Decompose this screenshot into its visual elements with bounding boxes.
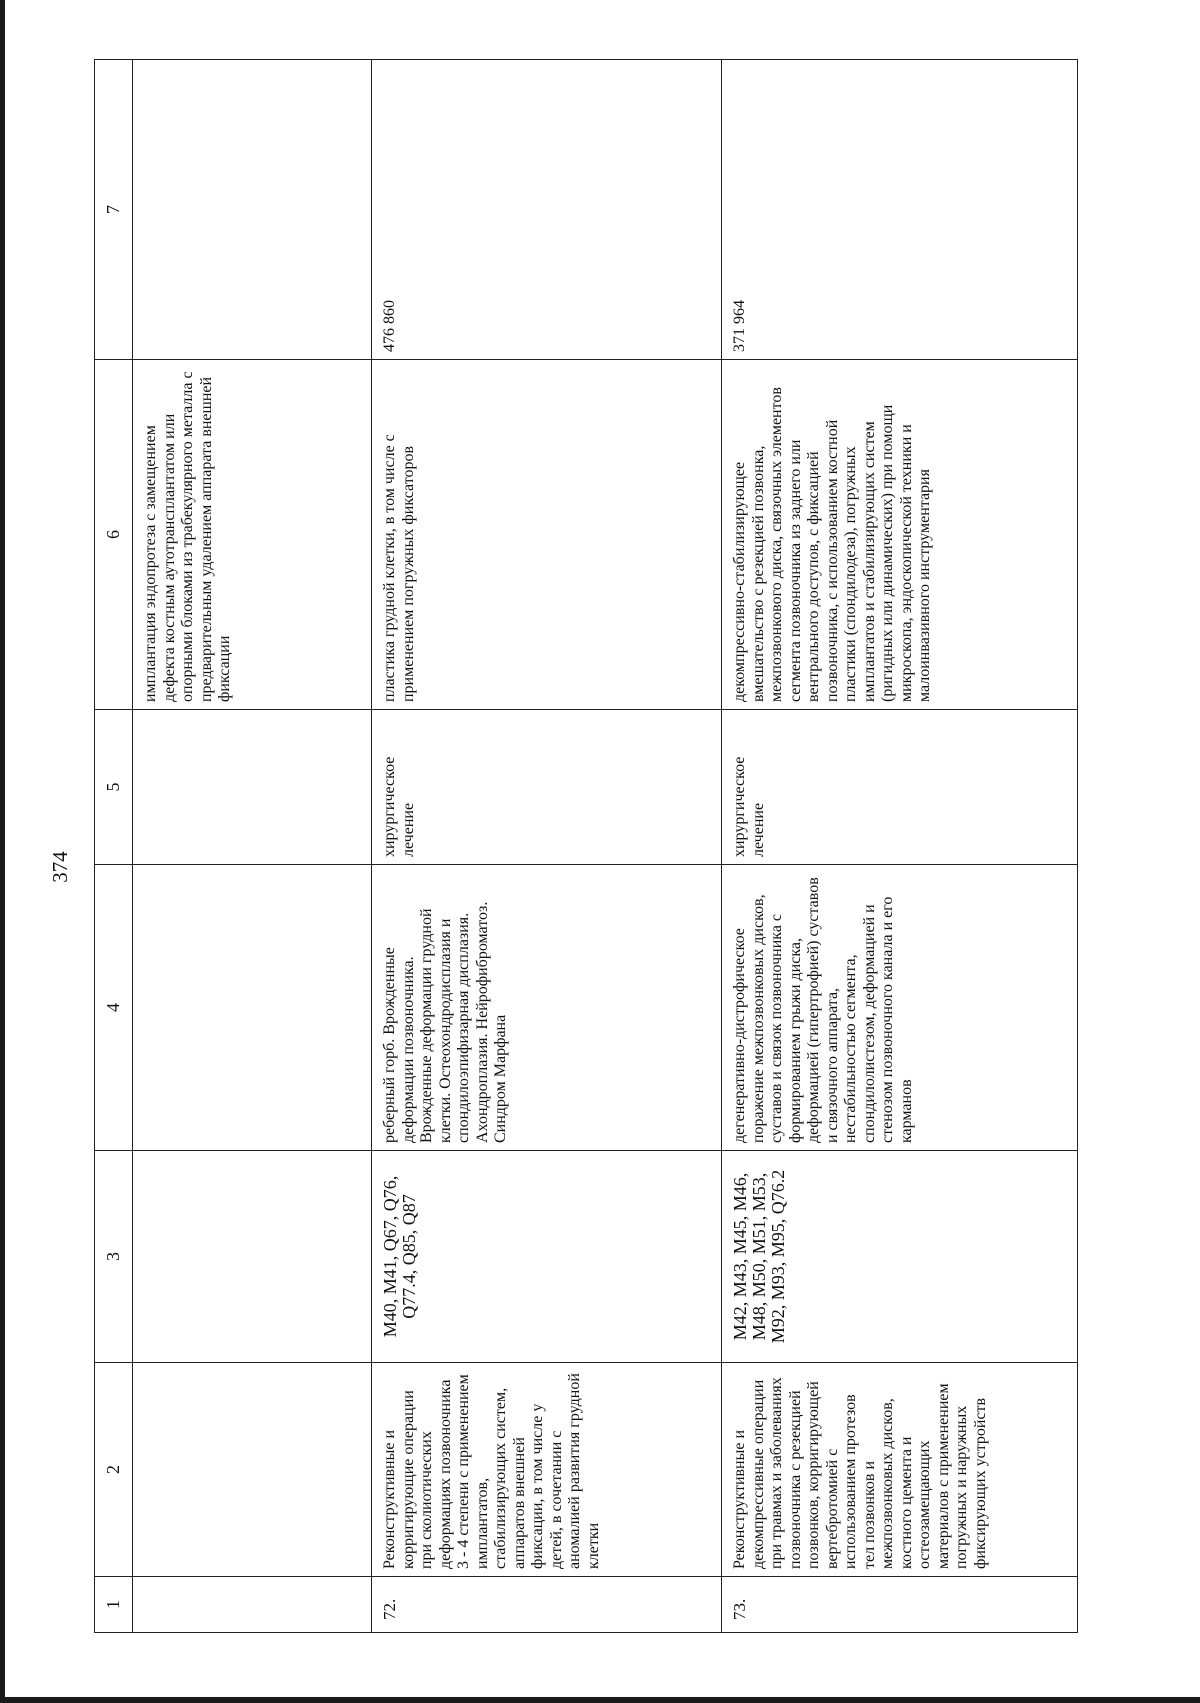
cell-codes <box>133 1151 372 1363</box>
row-number: 72. <box>372 1577 722 1633</box>
treatment-method: декомпрессивно-стабилизирующее вмешательство с резекцией позвонка, межпозвонкового диска, связочных элементов сегмента позвоночника из заднего или вентрального доступов, с фиксацией позвоночника, с использованием костной пластики (спондилодеза), погружных имплантатов и стабилизирующих систем (ригидных или динамических) при помощи микроскопа, эндоскопической техники и малоинвазивного инструментария <box>722 360 1078 710</box>
scan-border-bottom <box>0 1697 1200 1703</box>
header-row <box>95 60 133 1633</box>
cell-cost <box>133 60 372 360</box>
icd-codes: M42, M43, M45, M46, M48, M50, M51, M53, M92, M93, M95, Q76.2 <box>722 1151 1078 1363</box>
cell-method: имплантация эндопротеза с замещением дефекта костным аутотрансплантатом или опорными блоками из трабекулярного металла с предварительным удалением аппарата внешней фиксации <box>133 360 372 710</box>
cell-diagnosis <box>133 865 372 1151</box>
cost: 476 860 <box>372 60 722 360</box>
header-cell-7: 7 <box>95 60 133 360</box>
cell-treatment-type <box>133 710 372 865</box>
cell-num <box>133 1577 372 1633</box>
header-cell-4: 4 <box>95 865 133 1151</box>
table-row <box>372 60 722 1633</box>
diagnosis: дегенеративно-дистрофическое поражение межпозвонковых дисков, суставов и связок позвоночника с формированием грыжи диска, деформацией (гипертрофией) суставов и связочного аппарата, нестабильностью сегмента, спондилолистезом, деформацией и стенозом позвоночного канала и его карманов <box>722 865 1078 1151</box>
treatment-type: хирургическое лечение <box>372 710 722 865</box>
header-cell-6: 6 <box>95 360 133 710</box>
scan-border-left <box>0 0 5 1703</box>
procedure-name: Реконструктивные и корригирующие операции при сколиотических деформациях позвоночника 3 - 4 степени с применением имплантатов, стабилизирующих систем, аппаратов внешней фиксации, в том числе у детей, в сочетании с аномалией развития грудной клетки <box>372 1363 722 1577</box>
diagnosis: реберный горб. Врожденные деформации позвоночника. Врожденные деформации грудной клетки. Остеохондродисплазия и спондилоэпифизарная дисплазия. Ахондроплазия. Нейрофиброматоз. Синдром Марфана <box>372 865 722 1151</box>
treatment-method: пластика грудной клетки, в том числе с применением погружных фиксаторов <box>372 360 722 710</box>
treatment-type: хирургическое лечение <box>722 710 1078 865</box>
cost: 371 964 <box>722 60 1078 360</box>
table-row <box>722 60 1078 1633</box>
table-row-continuation <box>133 60 372 1633</box>
header-cell-5: 5 <box>95 710 133 865</box>
procedures-table <box>94 59 1078 1633</box>
header-cell-1: 1 <box>95 1577 133 1633</box>
icd-codes: M40, M41, Q67, Q76, Q77.4, Q85, Q87 <box>372 1151 722 1363</box>
rotated-table-container <box>94 60 1086 1633</box>
procedure-name: Реконструктивные и декомпрессивные операции при травмах и заболеваниях позвоночника с резекцией позвонков, корригирующей вертебротомией с использованием протезов тел позвонков и межпозвонковых дисков, костного цемента и остеозамещающих материалов с применением погружных и наружных фиксирующих устройств <box>722 1363 1078 1577</box>
cell-name <box>133 1363 372 1577</box>
page-number: 374 <box>48 851 72 883</box>
header-cell-3: 3 <box>95 1151 133 1363</box>
row-number: 73. <box>722 1577 1078 1633</box>
header-cell-2: 2 <box>95 1363 133 1577</box>
